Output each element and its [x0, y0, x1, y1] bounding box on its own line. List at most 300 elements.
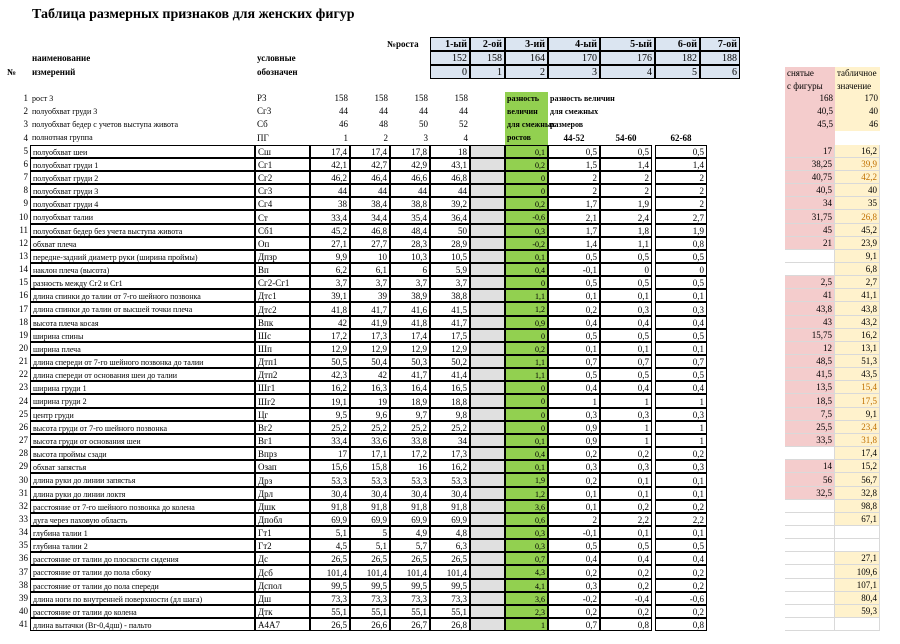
row-size-diff: 0,5: [600, 329, 652, 342]
row-gap: [470, 263, 505, 276]
row-size-diff: 1,1: [600, 237, 652, 250]
row-growth-diff: 0: [505, 394, 548, 408]
row-symbol: Вг2: [255, 421, 310, 434]
row-number: 34: [19, 527, 28, 537]
row-taken-value: 45: [785, 224, 835, 237]
row-value: 101,4: [310, 565, 350, 579]
row-value: 5,1: [350, 539, 390, 552]
row-gap: [470, 224, 505, 237]
row-value: 44: [350, 184, 390, 197]
row-number: 32: [19, 501, 28, 511]
row-table-value: 170: [835, 92, 880, 105]
row-value: 26,5: [350, 552, 390, 565]
row-size-diff: 0,3: [600, 408, 652, 421]
row-value: 41,8: [390, 316, 430, 329]
row-gap: [470, 158, 505, 171]
row-name: расстояние от талии до пола сбоку: [30, 565, 255, 579]
row-symbol: Ст: [255, 210, 310, 224]
row-value: 12,9: [310, 342, 350, 355]
row-table-value: 26,8: [835, 210, 880, 224]
row-size-diff: 1: [655, 394, 707, 408]
row-name: высота проймы сзади: [30, 447, 255, 460]
header-group-7: 7-ой: [700, 37, 740, 51]
row-size-diff: 0,2: [600, 447, 652, 460]
row-table-value: 32,8: [835, 487, 880, 500]
row-value: 34: [430, 434, 470, 447]
row-gap: [470, 355, 505, 368]
row-size-diff: 0,5: [548, 276, 600, 289]
row-growth-diff: 0,1: [505, 434, 548, 447]
row-size-diff: 0,7: [548, 355, 600, 368]
row-gap: [470, 579, 505, 592]
row-value: 36,4: [430, 210, 470, 224]
row-name: передне-задний диаметр руки (ширина проймы): [30, 250, 255, 263]
row-symbol: Вп: [255, 263, 310, 276]
row-value: 55,1: [390, 605, 430, 618]
row-number: 12: [19, 238, 28, 248]
row-value: 91,8: [350, 500, 390, 513]
row-symbol: Шп: [255, 342, 310, 355]
row-size-diff: 0,9: [548, 434, 600, 447]
header-group-3: 3-ий: [505, 37, 548, 51]
row-size-diff: 0,1: [655, 526, 707, 539]
row-value: 3: [423, 133, 428, 143]
row-size-diff: 0,2: [655, 500, 707, 513]
row-value: 17,4: [390, 329, 430, 342]
row-symbol: Озап: [255, 460, 310, 473]
row-gap: [470, 618, 505, 631]
row-name: длина спереди от основания шеи до талии: [30, 368, 255, 381]
row-value: 17,2: [310, 329, 350, 342]
row-size-diff: 0,1: [655, 487, 707, 500]
row-number: 36: [19, 553, 28, 563]
row-name: длина руки до линии локтя: [30, 487, 255, 500]
row-value: 50: [419, 119, 428, 129]
row-size-diff: 0,7: [655, 355, 707, 368]
row-symbol: Дсб: [255, 565, 310, 579]
row-number: 6: [23, 159, 28, 169]
row-size-diff: 1,4: [548, 237, 600, 250]
row-growth-diff: величин: [505, 105, 548, 118]
row-symbol: Гт1: [255, 526, 310, 539]
row-gap: [470, 447, 505, 460]
row-value: 99,5: [390, 579, 430, 592]
row-size-diff: 2: [600, 171, 652, 184]
row-taken-value: [785, 565, 835, 579]
row-value: 50,4: [350, 355, 390, 368]
row-size-diff: 2: [548, 513, 600, 526]
row-size-diff: 0,5: [600, 276, 652, 289]
row-taken-value: 56: [785, 473, 835, 487]
row-gap: [470, 473, 505, 487]
row-value: 46,6: [390, 171, 430, 184]
header-sym-line1: условные: [257, 53, 296, 63]
row-value: 101,4: [390, 565, 430, 579]
row-gap: [470, 408, 505, 421]
row-value: 69,9: [350, 513, 390, 526]
row-taken-value: 31,75: [785, 210, 835, 224]
header-height-5: 176: [600, 51, 655, 65]
row-number: 4: [23, 133, 28, 143]
row-value: 34,4: [350, 210, 390, 224]
row-growth-diff: 0,2: [505, 197, 548, 210]
row-value: 39: [350, 289, 390, 302]
row-number: 35: [19, 540, 28, 550]
row-name: рост 3: [32, 94, 54, 103]
row-value: 33,8: [390, 434, 430, 447]
row-size-diff: -0,1: [548, 263, 600, 276]
row-symbol: Впк: [255, 316, 310, 329]
row-value: 19,1: [310, 394, 350, 408]
header-height-1: 152: [430, 51, 470, 65]
row-number: 24: [19, 396, 28, 406]
row-table-value: 40: [835, 105, 880, 118]
row-size-diff: 0,5: [548, 329, 600, 342]
row-size-diff: 0,5: [600, 250, 652, 263]
row-taken-value: [785, 618, 835, 631]
row-value: 16,2: [310, 381, 350, 394]
row-gap: [470, 460, 505, 473]
row-number: 16: [19, 290, 28, 300]
row-name: длина спереди от 7-го шейного позвонка до талии: [30, 355, 255, 368]
row-value: 50,2: [430, 355, 470, 368]
row-symbol: Сг4: [255, 197, 310, 210]
row-gap: [470, 381, 505, 394]
row-number: 26: [19, 422, 28, 432]
header-index-3: 2: [505, 65, 548, 79]
row-value: 17,4: [310, 145, 350, 158]
row-taken-value: 18,5: [785, 394, 835, 408]
row-value: 16: [390, 460, 430, 473]
row-value: 9,8: [430, 408, 470, 421]
row-size-diff: 2,2: [600, 513, 652, 526]
row-symbol: Шг1: [255, 381, 310, 394]
row-growth-diff: 0,1: [505, 145, 548, 158]
row-gap: [470, 539, 505, 552]
row-table-value: 15,2: [835, 460, 880, 473]
row-value: 4: [463, 133, 468, 143]
row-symbol: Дрз: [255, 473, 310, 487]
row-table-value: 17,4: [835, 447, 880, 460]
row-name: обхват запястья: [30, 460, 255, 473]
row-symbol: Дшк: [255, 500, 310, 513]
row-growth-diff: 1,2: [505, 487, 548, 500]
row-value: 42,3: [310, 368, 350, 381]
row-table-value: 15,4: [835, 381, 880, 394]
row-name: полуобхват груди 3: [32, 107, 98, 116]
row-name: полнотная группа: [32, 133, 93, 142]
row-symbol: Дтк: [255, 605, 310, 618]
row-size-diff: 0,4: [655, 552, 707, 565]
row-value: 5,1: [310, 526, 350, 539]
row-value: 3,7: [390, 276, 430, 289]
row-size-diff: 0,2: [548, 605, 600, 618]
row-gap: [470, 434, 505, 447]
row-taken-value: 48,5: [785, 355, 835, 368]
row-growth-diff: 4,3: [505, 565, 548, 579]
row-value: 25,2: [310, 421, 350, 434]
row-symbol: Сг2: [255, 171, 310, 184]
row-taken-value: 32,5: [785, 487, 835, 500]
row-name: расстояние от 7-го шейного позвонка до колена: [30, 500, 255, 513]
row-size-group: 62-68: [670, 133, 692, 143]
row-value: 46,4: [350, 171, 390, 184]
header-height-2: 158: [470, 51, 505, 65]
row-size-diff: 1: [600, 394, 652, 408]
row-number: 18: [19, 317, 28, 327]
row-gap: [470, 552, 505, 565]
row-value: 15,6: [310, 460, 350, 473]
row-number: 39: [19, 593, 28, 603]
row-growth-diff: ростов: [505, 131, 548, 145]
row-value: 33,4: [310, 210, 350, 224]
row-size-diff: 0,5: [600, 539, 652, 552]
header-growth-label: №роста: [387, 39, 419, 49]
row-taken-value: 34: [785, 197, 835, 210]
row-number: 8: [23, 185, 28, 195]
row-value: 101,4: [350, 565, 390, 579]
row-gap: [470, 92, 505, 105]
row-symbol: Дпзр: [255, 250, 310, 263]
row-name: полуобхват груди 2: [30, 171, 255, 184]
row-value: 3,7: [310, 276, 350, 289]
row-number: 11: [19, 225, 28, 235]
row-size-diff: 0,5: [548, 539, 600, 552]
row-size-diff: 1: [655, 421, 707, 434]
row-size-diff: 0,1: [655, 473, 707, 487]
row-size-group: 44-52: [563, 133, 585, 143]
row-gap: [470, 118, 505, 131]
row-size-diff: 0,4: [655, 381, 707, 394]
row-size-diff: 0,4: [548, 316, 600, 329]
row-size-diff: 0,4: [548, 552, 600, 565]
row-value: 6,3: [430, 539, 470, 552]
row-value: 99,5: [430, 579, 470, 592]
row-growth-diff: 0,6: [505, 513, 548, 526]
row-table-value: 43,8: [835, 302, 880, 316]
row-size-diff: 0,5: [548, 368, 600, 381]
row-value: 25,2: [430, 421, 470, 434]
row-number: 38: [19, 580, 28, 590]
row-value: 16,4: [390, 381, 430, 394]
row-size-diff: 0,4: [600, 381, 652, 394]
row-name: полуобхват груди 3: [30, 184, 255, 197]
row-number: 13: [19, 251, 28, 261]
row-value: 26,6: [350, 618, 390, 631]
row-size-diff: 2: [600, 184, 652, 197]
row-taken-value: 45,5: [785, 118, 835, 131]
row-value: 17,1: [350, 447, 390, 460]
row-number: 27: [19, 435, 28, 445]
row-size-diff: 2,7: [655, 210, 707, 224]
row-size-diff: 0,5: [600, 145, 652, 158]
row-size-diff: 0,3: [655, 302, 707, 316]
row-table-value: 27,1: [835, 552, 880, 565]
row-taken-value: [785, 263, 835, 276]
row-size-diff: 0,5: [548, 145, 600, 158]
header-index-6: 5: [655, 65, 700, 79]
row-name: высота груди от основания шеи: [30, 434, 255, 447]
row-size-diff: 0,1: [600, 487, 652, 500]
row-taken-value: 38,25: [785, 158, 835, 171]
row-value: 26,5: [430, 552, 470, 565]
row-value: 26,5: [310, 618, 350, 631]
row-taken-value: 33,5: [785, 434, 835, 447]
row-value: 158: [414, 93, 428, 103]
row-value: 38,4: [350, 197, 390, 210]
row-number: 9: [23, 198, 28, 208]
row-size-diff: 1,4: [600, 158, 652, 171]
row-value: 41,9: [350, 316, 390, 329]
row-table-value: 56,7: [835, 473, 880, 487]
row-taken-value: [785, 513, 835, 526]
row-name: ширина плеча: [30, 342, 255, 355]
row-growth-diff: 0,7: [505, 552, 548, 565]
row-value: 50,3: [390, 355, 430, 368]
header-height-4: 170: [548, 51, 600, 65]
row-value: 42: [350, 368, 390, 381]
row-table-value: 41,1: [835, 289, 880, 302]
header-group-1: 1-ый: [430, 37, 470, 51]
row-number: 33: [19, 514, 28, 524]
row-value: 18,8: [430, 394, 470, 408]
row-size-diff: 0,2: [548, 473, 600, 487]
row-growth-diff: 0,2: [505, 158, 548, 171]
row-value: 19: [350, 394, 390, 408]
row-number: 28: [19, 448, 28, 458]
row-growth-diff: 0: [505, 184, 548, 197]
row-value: 158: [454, 93, 468, 103]
row-symbol: Дтс1: [255, 289, 310, 302]
row-table-value: 35: [835, 197, 880, 210]
row-taken-value: [785, 500, 835, 513]
row-table-value: [835, 618, 880, 631]
row-size-diff: 0,1: [655, 289, 707, 302]
row-value: 41,7: [350, 302, 390, 316]
row-growth-diff: 1,1: [505, 368, 548, 381]
row-symbol: Дш: [255, 592, 310, 605]
row-growth-diff: 0: [505, 381, 548, 394]
row-value: 6: [390, 263, 430, 276]
row-symbol: Сб: [257, 119, 268, 129]
row-name: дуга через паховую область: [30, 513, 255, 526]
row-size-diff: -0,2: [548, 592, 600, 605]
row-size-diff: -0,6: [655, 592, 707, 605]
row-name: высота плеча косая: [30, 316, 255, 329]
row-number: 37: [19, 567, 28, 577]
row-value: 17,2: [390, 447, 430, 460]
row-value: 12,9: [430, 342, 470, 355]
row-gap: [470, 565, 505, 579]
row-value: 15,8: [350, 460, 390, 473]
row-taken-value: [785, 250, 835, 263]
row-symbol: Дс: [255, 552, 310, 565]
row-symbol: Гт2: [255, 539, 310, 552]
row-value: 73,3: [430, 592, 470, 605]
row-number: 5: [23, 146, 28, 156]
row-value: 38: [310, 197, 350, 210]
row-growth-diff: 0: [505, 421, 548, 434]
header-index-7: 6: [700, 65, 740, 79]
row-value: 50,5: [310, 355, 350, 368]
row-size-diff: 0,8: [655, 237, 707, 250]
row-table-value: 23,4: [835, 421, 880, 434]
row-size-diff: 1,4: [655, 158, 707, 171]
row-size-diff: 0,7: [548, 618, 600, 631]
row-growth-diff: 0,3: [505, 224, 548, 237]
row-size-diff: 0,1: [600, 342, 652, 355]
row-value: 10,3: [390, 250, 430, 263]
row-value: 50: [430, 224, 470, 237]
row-name: глубина талии 1: [30, 526, 255, 539]
row-value: 25,2: [390, 421, 430, 434]
row-size-diff: 0,2: [600, 579, 652, 592]
row-number: 30: [19, 475, 28, 485]
row-value: 17,3: [350, 329, 390, 342]
row-size-diff: -0,4: [600, 592, 652, 605]
row-table-value: 80,4: [835, 592, 880, 605]
row-value: 44: [390, 184, 430, 197]
row-symbol: Дтп2: [255, 368, 310, 381]
row-number: 17: [19, 304, 28, 314]
row-growth-diff: 2,3: [505, 605, 548, 618]
row-taken-value: [785, 605, 835, 618]
row-size-diff: 0,5: [655, 539, 707, 552]
row-name: ширина спины: [30, 329, 255, 342]
row-size-diff: 0,2: [548, 447, 600, 460]
row-name: длина руки до линии запястья: [30, 473, 255, 487]
row-symbol: Шг2: [255, 394, 310, 408]
row-size-diff: 0,3: [655, 460, 707, 473]
row-value: 1: [343, 133, 348, 143]
header-height-7: 188: [700, 51, 740, 65]
row-value: 42,1: [310, 158, 350, 171]
row-name: ширина груди 1: [30, 381, 255, 394]
row-size-diff-note: разность величин: [550, 94, 615, 103]
row-value: 55,1: [430, 605, 470, 618]
row-table-value: 42,2: [835, 171, 880, 184]
row-value: 28,9: [430, 237, 470, 250]
row-size-diff: 2: [548, 184, 600, 197]
row-value: 73,3: [310, 592, 350, 605]
row-size-diff-note: размеров: [550, 120, 584, 129]
row-size-diff: 0,2: [600, 500, 652, 513]
row-size-diff: 0: [655, 263, 707, 276]
row-table-value: 40: [835, 184, 880, 197]
row-value: 53,3: [390, 473, 430, 487]
row-table-value: 45,2: [835, 224, 880, 237]
row-value: 73,3: [350, 592, 390, 605]
row-table-value: 31,8: [835, 434, 880, 447]
row-value: 33,6: [350, 434, 390, 447]
row-number: 25: [19, 409, 28, 419]
row-taken-value: 15,75: [785, 329, 835, 342]
row-taken-value: [785, 447, 835, 460]
row-value: 41,7: [430, 316, 470, 329]
row-size-diff: 0,2: [655, 447, 707, 460]
row-size-diff: 0,3: [600, 460, 652, 473]
row-taken-value: 43,8: [785, 302, 835, 316]
row-number: 10: [19, 212, 28, 222]
row-value: 4,8: [430, 526, 470, 539]
row-gap: [470, 105, 505, 118]
row-value: 158: [374, 93, 388, 103]
row-number: 7: [23, 172, 28, 182]
row-gap: [470, 210, 505, 224]
row-size-diff: 0,2: [655, 579, 707, 592]
row-taken-value: 7,5: [785, 408, 835, 421]
row-growth-diff: 3,6: [505, 500, 548, 513]
